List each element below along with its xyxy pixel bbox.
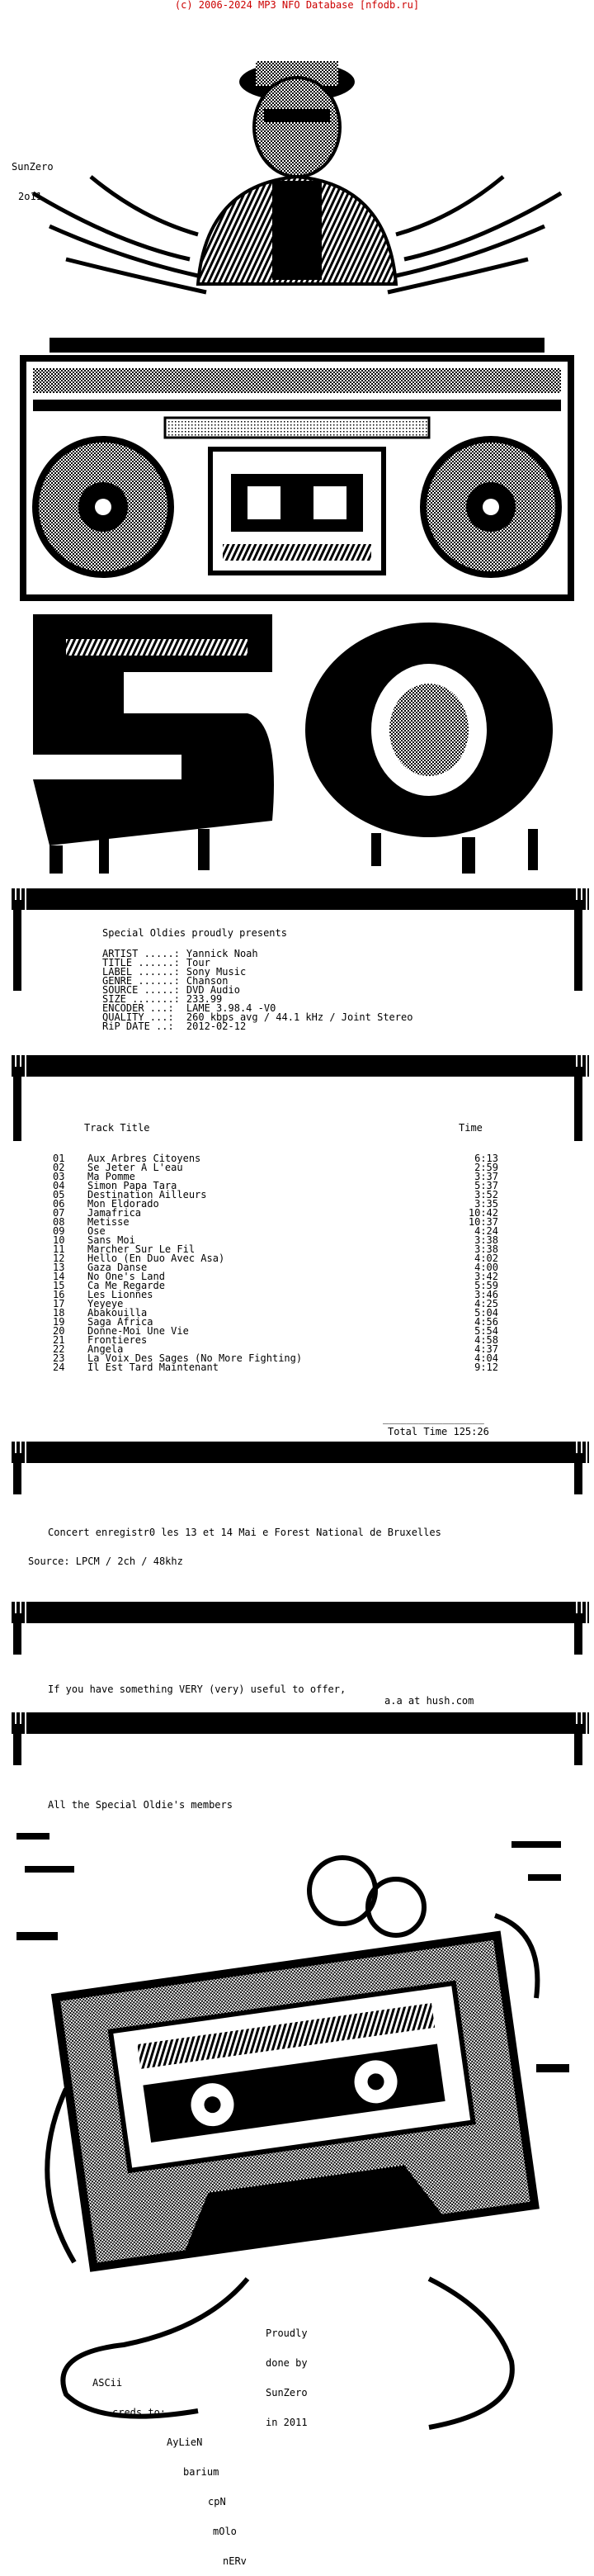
track-title-header: Track Title	[84, 1122, 150, 1134]
track-number: 08	[53, 1216, 65, 1228]
boombox-art-svg	[0, 12, 594, 878]
ascii-line-5: cpN	[208, 2496, 226, 2507]
boombox-art	[0, 12, 594, 878]
track-time: 5:37	[474, 1180, 498, 1191]
track-time: 5:54	[474, 1325, 498, 1337]
ascii-line-4: barium	[183, 2466, 219, 2478]
track-title: Destination Ailleurs	[87, 1189, 207, 1200]
track-number: 11	[53, 1243, 65, 1255]
offer-right-border	[574, 1613, 582, 1655]
track-title: Hello (En Duo Avec Asa)	[87, 1252, 225, 1264]
track-time: 3:46	[474, 1289, 498, 1300]
members-band-top	[12, 1712, 589, 1734]
track-time-header: Time	[459, 1122, 483, 1134]
offer-left-border	[13, 1613, 21, 1655]
track-time: 4:58	[474, 1334, 498, 1346]
info-label: LABEL ......:	[102, 966, 180, 978]
track-time: 4:04	[474, 1352, 498, 1364]
info-value: LAME 3.98.4 -V0	[186, 1002, 276, 1014]
info-value: 2012-02-12	[186, 1020, 247, 1032]
track-time: 3:37	[474, 1171, 498, 1182]
members-line: All the Special Oldie's members	[48, 1799, 233, 1811]
members-right-border	[574, 1724, 582, 1765]
info-value: 260 kbps avg / 44.1 kHz / Joint Stereo	[186, 1011, 413, 1023]
track-time: 6:13	[474, 1153, 498, 1164]
proudly-credits	[266, 2308, 308, 2437]
info-value: 233.99	[186, 993, 223, 1005]
track-number: 16	[53, 1289, 65, 1300]
track-time: 9:12	[474, 1361, 498, 1373]
track-time: 3:42	[474, 1271, 498, 1282]
track-number: 21	[53, 1334, 65, 1346]
ascii-line-1: ASCii	[92, 2377, 123, 2389]
info-label: TITLE ......:	[102, 957, 180, 968]
ascii-credits	[92, 2358, 247, 2576]
tracklist	[53, 1154, 498, 1372]
track-number: 04	[53, 1180, 65, 1191]
tracks-right-border	[574, 1067, 582, 1141]
track-number: 07	[53, 1207, 65, 1219]
track-title: Donne-Moi Une Vie	[87, 1325, 189, 1337]
track-number: 06	[53, 1198, 65, 1210]
total-time: Total Time 125:26	[388, 1426, 489, 1437]
info-label: ENCODER ...:	[102, 1002, 174, 1014]
ascii-line-3: AyLieN	[167, 2436, 203, 2448]
proudly-line-4: in 2011	[266, 2417, 308, 2428]
track-time: 4:02	[474, 1252, 498, 1264]
track-number: 03	[53, 1171, 65, 1182]
info-value: Yannick Noah	[186, 948, 258, 959]
concert-note: Concert enregistr0 les 13 et 14 Mai e Forest National de Bruxelles	[48, 1527, 441, 1538]
track-title: Angela	[87, 1343, 124, 1355]
info-right-border	[574, 900, 582, 991]
ascii-line-2: creds to:	[112, 2407, 167, 2418]
notes-right-border	[574, 1453, 582, 1494]
track-time: 10:42	[468, 1207, 498, 1219]
track-title: Gaza Danse	[87, 1262, 148, 1273]
offer-contact: a.a at hush.com	[384, 1695, 474, 1707]
info-label: GENRE ......:	[102, 975, 180, 987]
track-title: Marcher Sur Le Fil	[87, 1243, 196, 1255]
track-title: Se Jeter A L'eau	[87, 1162, 183, 1173]
offer-band-top	[12, 1602, 589, 1623]
track-time: 3:52	[474, 1189, 498, 1200]
track-title: Aux Arbres Citoyens	[87, 1153, 201, 1164]
track-number: 01	[53, 1153, 65, 1164]
track-time: 5:04	[474, 1307, 498, 1319]
track-title: Ca Me Regarde	[87, 1280, 165, 1291]
track-time: 3:38	[474, 1234, 498, 1246]
track-number: 24	[53, 1361, 65, 1373]
track-title: Metisse	[87, 1216, 130, 1228]
tracklist-separator: _________________	[383, 1413, 484, 1424]
info-row	[102, 1022, 412, 1031]
ascii-line-6: mOlo	[213, 2526, 237, 2537]
page-header: (c) 2006-2024 MP3 NFO Database [nfodb.ru]	[174, 0, 420, 11]
release-info-table	[102, 949, 412, 1031]
track-title: Ma Pomme	[87, 1171, 135, 1182]
track-time: 3:38	[474, 1243, 498, 1255]
track-row	[53, 1218, 498, 1227]
track-time: 4:00	[474, 1262, 498, 1273]
track-number: 17	[53, 1298, 65, 1309]
info-left-border	[13, 900, 21, 991]
notes-band-top	[12, 1442, 589, 1463]
tracks-band-top	[12, 1055, 589, 1077]
info-value: Chanson	[186, 975, 229, 987]
track-title: Ose	[87, 1225, 106, 1237]
track-time: 4:24	[474, 1225, 498, 1237]
track-number: 09	[53, 1225, 65, 1237]
track-number: 18	[53, 1307, 65, 1319]
track-row	[53, 1363, 498, 1372]
track-title: Simon Papa Tara	[87, 1180, 177, 1191]
members-left-border	[13, 1724, 21, 1765]
track-number: 05	[53, 1189, 65, 1200]
track-time: 4:25	[474, 1298, 498, 1309]
notes-left-border	[13, 1453, 21, 1494]
track-number: 20	[53, 1325, 65, 1337]
info-value: DVD Audio	[186, 984, 240, 996]
info-label: RiP DATE ..:	[102, 1020, 174, 1032]
info-label: SIZE .......:	[102, 993, 180, 1005]
proudly-line-1: Proudly	[266, 2327, 308, 2339]
track-title: Saga Africa	[87, 1316, 153, 1328]
track-title: Sans Moi	[87, 1234, 135, 1246]
proudly-line-2: done by	[266, 2357, 308, 2369]
track-number: 23	[53, 1352, 65, 1364]
info-label: QUALITY ...:	[102, 1011, 174, 1023]
track-number: 19	[53, 1316, 65, 1328]
track-time: 4:37	[474, 1343, 498, 1355]
tracks-left-border	[13, 1067, 21, 1141]
track-title: Jamafrica	[87, 1207, 142, 1219]
tracklist-table	[53, 1154, 498, 1372]
track-time: 5:59	[474, 1280, 498, 1291]
track-number: 14	[53, 1271, 65, 1282]
track-title: Yeyeye	[87, 1298, 124, 1309]
track-number: 12	[53, 1252, 65, 1264]
track-number: 02	[53, 1162, 65, 1173]
info-label: SOURCE .....:	[102, 984, 180, 996]
offer-line-1: If you have something VERY (very) useful to offer,	[48, 1683, 346, 1695]
source-note: Source: LPCM / 2ch / 48khz	[28, 1556, 183, 1567]
track-title: Frontieres	[87, 1334, 148, 1346]
track-title: La Voix Des Sages (No More Fighting)	[87, 1352, 303, 1364]
release-info	[102, 949, 412, 1031]
track-title: Mon Eldorado	[87, 1198, 159, 1210]
track-title: No One's Land	[87, 1271, 165, 1282]
track-title: Il Est Tard Maintenant	[87, 1361, 219, 1373]
info-band-top	[12, 888, 589, 910]
track-title: Abakouilla	[87, 1307, 148, 1319]
signature-name: SunZero	[12, 161, 54, 173]
presents-line: Special Oldies proudly presents	[102, 927, 287, 939]
track-number: 13	[53, 1262, 65, 1273]
proudly-line-3: SunZero	[266, 2387, 308, 2398]
track-title: Les Lionnes	[87, 1289, 153, 1300]
track-time: 2:59	[474, 1162, 498, 1173]
track-number: 22	[53, 1343, 65, 1355]
track-time: 3:35	[474, 1198, 498, 1210]
track-time: 4:56	[474, 1316, 498, 1328]
track-time: 10:37	[468, 1216, 498, 1228]
track-number: 15	[53, 1280, 65, 1291]
info-value: Sony Music	[186, 966, 247, 978]
ascii-line-7: nERv	[223, 2555, 247, 2567]
track-number: 10	[53, 1234, 65, 1246]
info-label: ARTIST .....:	[102, 948, 180, 959]
info-value: Tour	[186, 957, 210, 968]
signature-year: 2o11	[18, 191, 42, 202]
